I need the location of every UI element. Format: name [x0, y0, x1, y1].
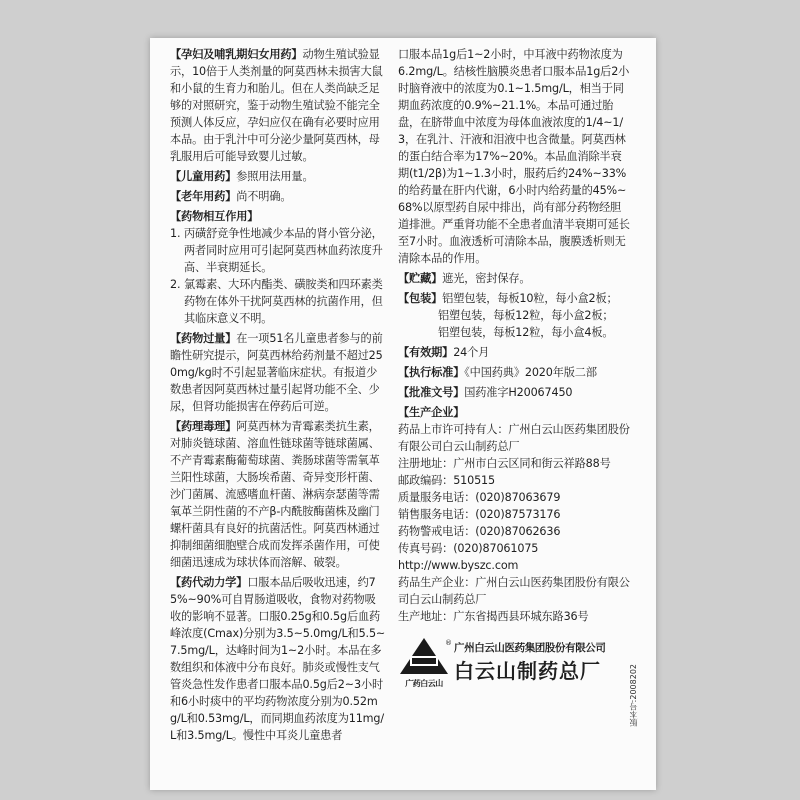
section-text: 阿莫西林为青霉素类抗生素，对肺炎链球菌、溶血性链球菌等链球菌属、不产青霉素酶葡萄球菌、粪肠球菌等需氧革兰阳性球菌，大肠埃希菌、奇异变形杆菌、沙门菌属、流感嗜血杆菌、淋病奈瑟菌等需氧革兰阴性菌的不产β-内酰胺酶菌株及幽门螺杆菌具有良好的抗菌活性。阿莫西林通过抑制细菌细胞壁合成而发挥杀菌作用，可使细菌迅速成为球状体而溶解、破裂。: [170, 420, 380, 569]
production-address: 生产地址：广东省揭西县环城东路36号: [398, 610, 589, 623]
section-text: 参照用法用量。: [236, 170, 314, 183]
section-approval: [398, 384, 630, 401]
section-heading: 【贮藏】: [398, 272, 443, 285]
section-pharmacokinetics: [170, 574, 386, 744]
registered-address: 注册地址：广州市白云区同和街云祥路88号: [398, 457, 611, 470]
section-interactions: [170, 208, 386, 327]
section-text: 国药准字H20067450: [464, 386, 573, 399]
item-number: 2.: [170, 278, 181, 291]
postcode: 邮政编码：510515: [398, 474, 495, 487]
item-number: 1.: [170, 227, 181, 240]
section-package: [398, 290, 630, 341]
section-pregnancy: [170, 46, 386, 165]
section-overdose: [170, 330, 386, 415]
pharmacokinetics-continued: 口服本品1g后1~2小时，中耳液中药物浓度为6.2mg/L。结核性脑膜炎患者口服本品1g后2小时脑脊液中的浓度为0.1~1.5mg/L，相当于同期血药浓度的0.9%~21.1%。本品可通过胎盘，在脐带血中浓度为母体血液浓度的1/4~1/3，在乳汁、汗液和泪液中也含微量。阿莫西林的蛋白结合率为17%~20%。本品血消除半衰期(t1/2β)为1~1.3小时，服药后约24%~33%的给药量在肝内代谢，6小时内给药量的45%~68%以原型药自尿中排出，尚有部分药物经胆道排泄。严重肾功能不全患者血清半衰期可延长至7小时。血液透析可清除本品，腹膜透析则无清除本品的作用。: [398, 48, 630, 265]
section-standard: [398, 364, 630, 381]
factory-name: 白云山制药总厂: [454, 659, 601, 683]
company-logo: [398, 632, 658, 692]
section-heading: 【批准文号】: [398, 386, 465, 399]
item-text: 丙磺舒竞争性地减少本品的肾小管分泌，两者同时应用可引起阿莫西林血药浓度升高、半衰期延长。: [184, 227, 383, 274]
package-line: 铝塑包装，每板10粒，每小盒2板；: [442, 292, 618, 305]
logo-mark: [398, 636, 450, 688]
fax-number: 传真号码：(020)87061075: [398, 542, 539, 555]
registered-trademark: ®: [445, 639, 452, 647]
section-manufacturer: [398, 404, 630, 625]
section-heading: 【药理毒理】: [170, 420, 237, 433]
section-heading: 【药物相互作用】: [170, 210, 259, 223]
section-heading: 【药代动力学】: [170, 576, 248, 589]
section-children: [170, 168, 386, 185]
section-elderly: [170, 188, 386, 205]
section-text: 口服本品后吸收迅速，约75%~90%可自胃肠道吸收，食物对药物吸收的影响不显著。口服0.25g和0.5g后血药峰浓度(Cmax)分别为3.5~5.0mg/L和5.5~7.5mg/L，达峰时间为1~2小时。本品在多数组织和体液中分布良好。肺炎或慢性支气管炎急性发作患者口服本品0.5g后2~3小时和6小时痰中的平均药物浓度分别为0.52mg/L和0.53mg/L，而同期血药浓度为11mg/L和3.5mg/L。慢性中耳炎儿童患者: [170, 576, 386, 742]
section-text: 在一项51名儿童患者参与的前瞻性研究提示，阿莫西林给药剂量不超过250mg/kg时不引起显著临床症状。有报道少数患者因阿莫西林过量引起肾功能不全、少尿，但肾功能损害在停药后可逆。: [170, 332, 383, 413]
section-text: 24个月: [453, 346, 490, 359]
section-heading: 【生产企业】: [398, 406, 465, 419]
version-code: 版本号:2008202: [629, 664, 638, 727]
package-line: 铝塑包装，每板12粒，每小盒2板；: [438, 309, 614, 322]
section-text: 遮光，密封保存。: [442, 272, 531, 285]
producer-line: 药品生产企业：广州白云山医药集团股份有限公司白云山制药总厂: [398, 576, 630, 606]
section-heading: 【包装】: [398, 292, 443, 305]
section-heading: 【药物过量】: [170, 332, 237, 345]
section-heading: 【有效期】: [398, 346, 454, 359]
section-heading: 【执行标准】: [398, 366, 465, 379]
left-column: [170, 46, 386, 747]
baiyunshan-logo-icon: [398, 636, 450, 676]
section-text: 《中国药典》2020年版二部: [464, 366, 597, 379]
section-pharmacology: [170, 418, 386, 571]
right-column: [398, 46, 630, 628]
group-name: 广州白云山医药集团股份有限公司: [454, 642, 606, 654]
list-item: [170, 225, 386, 276]
holder-line: 药品上市许可持有人：广州白云山医药集团股份有限公司白云山制药总厂: [398, 423, 630, 453]
logo-caption: 广药白云山: [405, 679, 443, 688]
quality-phone: 质量服务电话：(020)87063679: [398, 491, 561, 504]
section-heading: 【孕妇及哺乳期妇女用药】: [170, 48, 303, 61]
list-item: [170, 276, 386, 327]
section-heading: 【老年用药】: [170, 190, 237, 203]
item-text: 氯霉素、大环内酯类、磺胺类和四环素类药物在体外干扰阿莫西林的抗菌作用，但其临床意义不明。: [184, 278, 383, 325]
package-line: 铝塑包装，每板12粒，每小盒4板。: [438, 326, 614, 339]
website: http://www.byszc.com: [398, 559, 519, 572]
section-validity: [398, 344, 630, 361]
sales-phone: 销售服务电话：(020)87573176: [398, 508, 561, 521]
section-heading: 【儿童用药】: [170, 170, 237, 183]
section-storage: [398, 270, 630, 287]
section-text: 动物生殖试验显示，10倍于人类剂量的阿莫西林未损害大鼠和小鼠的生育力和胎儿。但在人类尚缺乏足够的对照研究，鉴于动物生殖试验不能完全预测人体反应，孕妇应仅在确有必要时应用本品。由于乳汁中可分泌少量阿莫西林，母乳服用后可能导致婴儿过敏。: [170, 48, 383, 163]
pharmacovigilance-phone: 药物警戒电话：(020)87062636: [398, 525, 561, 538]
section-text: 尚不明确。: [236, 190, 292, 203]
